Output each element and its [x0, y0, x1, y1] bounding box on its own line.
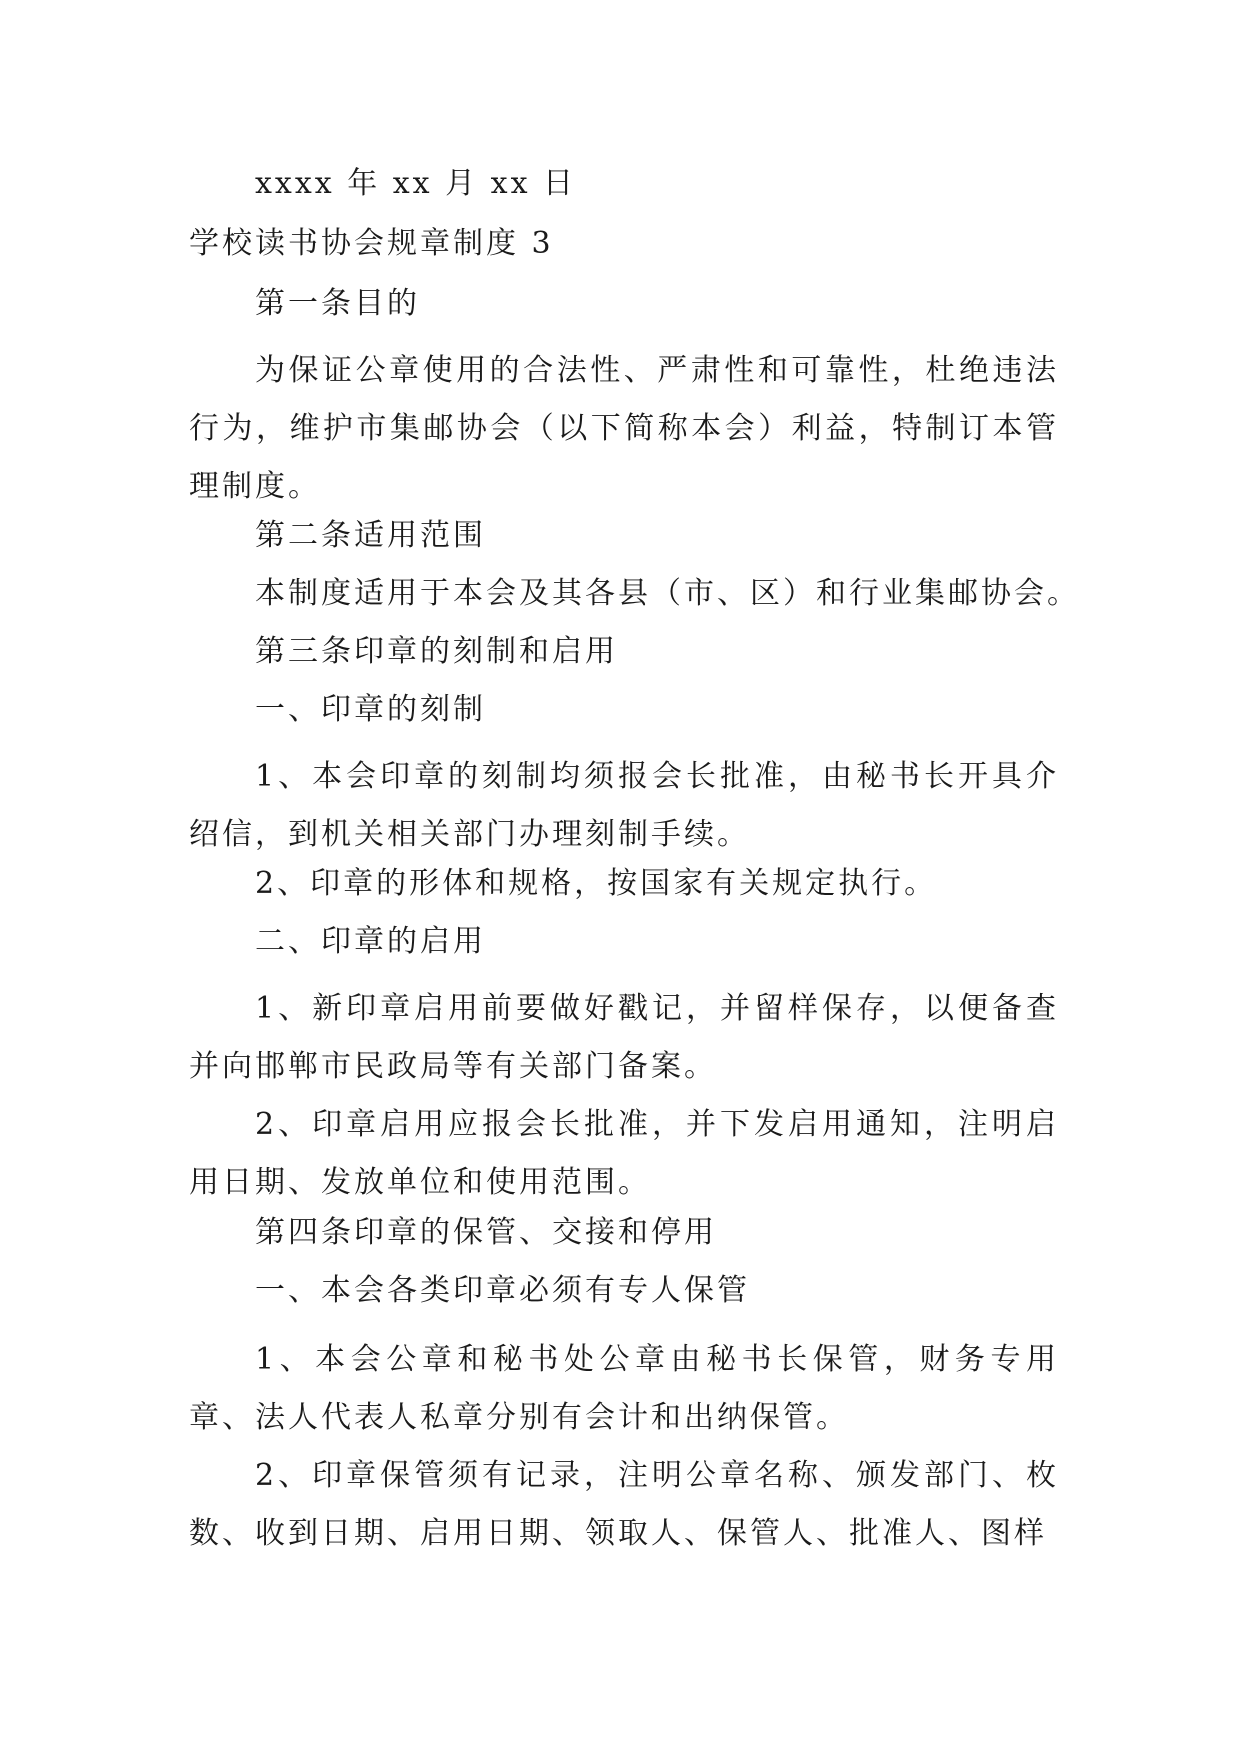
section-3-sub-1-item-2: 2、印章的形体和规格，按国家有关规定执行。	[255, 866, 938, 901]
doc-title: 学校读书协会规章制度 3	[189, 226, 554, 261]
section-1-paragraph-1: 为保证公章使用的合法性、严肃性和可靠性，杜绝违法行为，维护市集邮协会（以下简称本会）利益，特制订本管理制度。	[189, 353, 1059, 504]
section-3-sub-1-heading: 一、印章的刻制	[255, 692, 486, 727]
section-4-heading: 第四条印章的保管、交接和停用	[255, 1215, 717, 1250]
section-3-sub-2-item-1: 1、新印章启用前要做好戳记，并留样保存，以便备查并向邯郸市民政局等有关部门备案。	[189, 991, 1059, 1084]
section-2-paragraph-1: 本制度适用于本会及其各县（市、区）和行业集邮协会。	[255, 576, 1080, 611]
section-2-heading: 第二条适用范围	[255, 518, 486, 553]
section-3-sub-2-heading: 二、印章的启用	[255, 924, 486, 959]
date-line: xxxx 年 xx 月 xx 日	[255, 166, 577, 201]
section-4-sub-1-heading: 一、本会各类印章必须有专人保管	[255, 1273, 750, 1308]
section-1-heading: 第一条目的	[255, 286, 420, 321]
section-3-heading: 第三条印章的刻制和启用	[255, 634, 618, 669]
section-3-sub-2-item-2: 2、印章启用应报会长批准，并下发启用通知，注明启用日期、发放单位和使用范围。	[189, 1107, 1059, 1200]
section-4-sub-1-item-1: 1、本会公章和秘书处公章由秘书长保管，财务专用章、法人代表人私章分别有会计和出纳保管。	[189, 1342, 1059, 1435]
section-3-sub-1-item-1: 1、本会印章的刻制均须报会长批准，由秘书长开具介绍信，到机关相关部门办理刻制手续。	[189, 759, 1059, 852]
section-4-sub-1-item-2: 2、印章保管须有记录，注明公章名称、颁发部门、枚数、收到日期、启用日期、领取人、保管人、批准人、图样	[189, 1458, 1059, 1551]
